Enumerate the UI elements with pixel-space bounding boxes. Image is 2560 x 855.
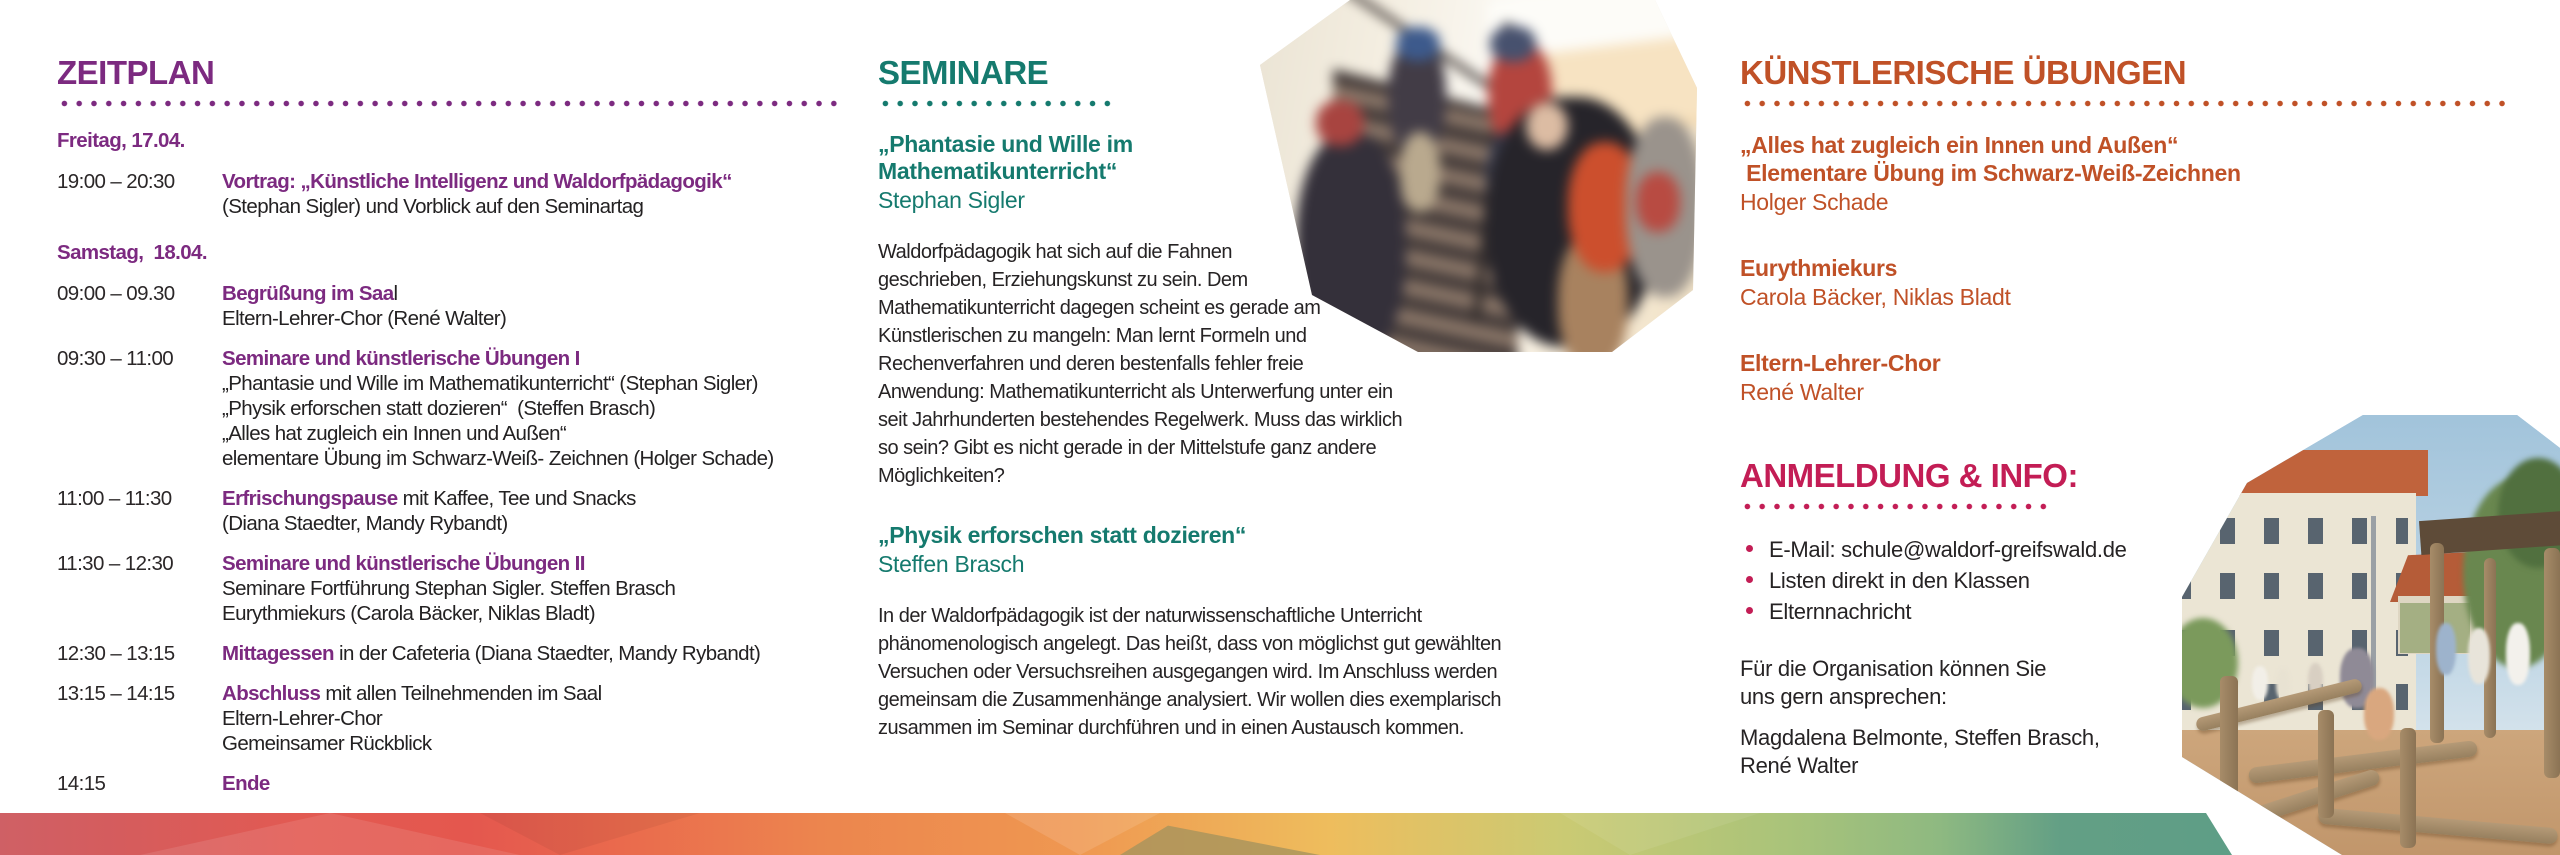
schedule-entry-heading [222,169,838,194]
schedule-list [57,128,838,796]
entry-bold-text: Seminare und künstlerische Übungen I [222,347,580,370]
schedule-entry-heading [222,486,838,511]
uebung-item [1740,254,2520,311]
uebung-title-line: Elementare Übung im Schwarz-Weiß-Zeichnen [1740,160,2241,186]
anmeldung-title: ANMELDUNG & INFO: [1740,457,2078,494]
entry-plain-text: l [393,282,398,305]
uebung-person: Holger Schade [1740,189,1889,215]
schedule-row [57,681,838,756]
seminar-title-line: „Physik erforschen statt dozieren“ [878,522,1247,548]
schedule-entry [222,681,838,756]
schedule-row [57,641,838,666]
figure-blue-head [1396,27,1440,61]
entry-plain-text: mit Kaffee, Tee und Snacks [397,487,636,510]
schedule-entry [222,281,838,331]
anmeldung-dotted-divider [1740,503,2052,510]
entry-bold-text: Erfrischungspause [222,487,398,510]
schedule-entry [222,169,838,219]
seminar-title-line: „Phantasie und Wille im [878,131,1133,157]
uebungen-title: KÜNSTLERISCHE ÜBUNGEN [1740,54,2187,91]
uebung-item [1740,349,2520,406]
uebung-item [1740,131,2520,216]
footer-color-bar [0,813,2232,855]
schedule-time: 19:00 – 20:30 [57,170,175,193]
schedule-entry-line: (Stephan Sigler) und Vorblick auf den Seminartag [222,195,644,218]
entry-bold-text: Seminare und künstlerische Übungen II [222,552,585,575]
schedule-entry [222,641,838,666]
uebung-person: Carola Bäcker, Niklas Bladt [1740,284,2011,310]
schedule-entry [222,771,838,796]
schedule-time: 12:30 – 13:15 [57,642,175,665]
bullet-dot-icon [1746,576,1753,583]
uebung-person: René Walter [1740,379,1864,405]
seminar-body-text: Waldorfpädagogik hat sich auf die Fahnen geschrieben, Erziehungskunst zu sein. Dem Mathematikunterricht dagegen scheint es gerade am Künstlerischen zu mangeln: Man lernt Formeln und Rechenverfahren und deren bestenfalls fehler freie Anwendung: Mathematikunterricht als Unterwerfung unter ein seit Jahrhunderten bestehendes Regelwerk. Muss das wirklich so sein? Gibt es nicht gerade in der Mittelstufe ganz andere Möglichkeiten? [878,238,1550,490]
organisation-line: Für die Organisation können Sie [1740,656,2047,681]
uebung-title-line: Eurythmiekurs [1740,255,1898,281]
figure-blue-hood [1490,26,1536,62]
seminar-title-line: Mathematikunterricht“ [878,158,1118,184]
figure-red-beanie [1316,100,1364,146]
schedule-time: 13:15 – 14:15 [57,682,175,705]
entry-plain-text: mit allen Teilnehmenden im Saal [320,682,602,705]
schedule-entry-heading [222,641,838,666]
schedule-time: 09:30 – 11:00 [57,347,174,370]
seminar-body-text: In der Waldorfpädagogik ist der naturwissenschaftliche Unterricht phänomenologisch angelegt. Das heißt, dass von möglichst gut gewählten Versuchen oder Versuchsreihen ausgegangen wird. Im Anschluss werden gemeinsam die Zusammenhänge analysiert. Wir wollen dies exemplarisch zusammen im Seminar durchführen und in einen Austausch kommen. [878,605,1502,739]
schedule-entry-heading [222,281,838,306]
schedule-time: 09:00 – 09.30 [57,282,175,305]
schedule-entry-line: Seminare Fortführung Stephan Sigler. Steffen Brasch [222,577,676,600]
entry-bold-text: Abschluss [222,682,321,705]
schedule-time: 14:15 [57,772,106,795]
schedule-entry-heading [222,551,838,576]
bullet-text: E-Mail: schule@waldorf-greifswald.de [1769,537,2127,562]
schedule-row [57,281,838,331]
schedule-entry-heading [222,346,838,371]
schedule-entry [222,346,838,471]
entry-bold-text: Ende [222,772,270,795]
seminar-speaker: Steffen Brasch [878,551,1025,577]
bullet-dot-icon [1746,607,1753,614]
entry-plain-text: in der Cafeteria (Diana Staedter, Mandy Rybandt) [333,642,761,665]
zeitplan-column [57,55,838,796]
schedule-row [57,169,838,219]
schedule-row [57,771,838,796]
contact-line: Magdalena Belmonte, Steffen Brasch, [1740,725,2100,750]
schedule-entry-line: Gemeinsamer Rückblick [222,732,432,755]
schedule-entry [222,551,838,626]
schedule-entry-line: Eurythmiekurs (Carola Bäcker, Niklas Bladt) [222,602,595,625]
entry-bold-text: Vortrag: „Künstliche Intelligenz und Waldorfpädagogik“ [222,170,732,193]
uebung-items [1740,131,2520,406]
schedule-day-header: Freitag, 17.04. [57,129,185,152]
uebung-title-line: „Alles hat zugleich ein Innen und Außen“ [1740,132,2179,158]
bullet-dot-icon [1746,545,1753,552]
schedule-entry-line: (Diana Staedter, Mandy Rybandt) [222,512,508,535]
bullet-text: Elternnachricht [1769,599,1912,624]
entry-bold-text: Begrüßung im Saa [222,282,394,305]
schedule-day-header: Samstag, 18.04. [57,241,207,264]
figure-red-detail [1636,172,1680,232]
schedule-entry-line: „Physik erforschen statt dozieren“ (Steffen Brasch) [222,397,656,420]
zeitplan-dotted-divider [57,100,838,107]
figure-legs [1400,132,1440,212]
schedule-entry-line: „Phantasie und Wille im Mathematikunterricht“ (Stephan Sigler) [222,372,758,395]
schedule-entry-heading [222,771,838,796]
schedule-entry [222,486,838,536]
schedule-entry-line: Eltern-Lehrer-Chor [222,707,383,730]
seminare-dotted-divider [878,100,1118,107]
seminar-item [878,522,1578,742]
seminare-title: SEMINARE [878,54,1049,91]
schedule-row [57,551,838,626]
contact-line: René Walter [1740,753,1859,778]
uebungen-dotted-divider [1740,100,2512,107]
uebung-title-line: Eltern-Lehrer-Chor [1740,350,1941,376]
schedule-entry-line: elementare Übung im Schwarz-Weiß- Zeichnen (Holger Schade) [222,447,774,470]
organisation-line: uns gern ansprechen: [1740,684,1947,709]
figure-face [1526,102,1568,150]
entry-bold-text: Mittagessen [222,642,334,665]
zeitplan-title: ZEITPLAN [57,54,215,91]
schedule-time: 11:30 – 12:30 [57,552,174,575]
schedule-row [57,486,838,536]
bullet-text: Listen direkt in den Klassen [1769,568,2030,593]
schedule-entry-heading [222,681,838,706]
schedule-row [57,346,838,471]
seminar-speaker: Stephan Sigler [878,187,1025,213]
schedule-entry-line: Eltern-Lehrer-Chor (René Walter) [222,307,507,330]
schedule-time: 11:00 – 11:30 [57,487,172,510]
schedule-entry-line: „Alles hat zugleich ein Innen und Außen“ [222,422,567,445]
